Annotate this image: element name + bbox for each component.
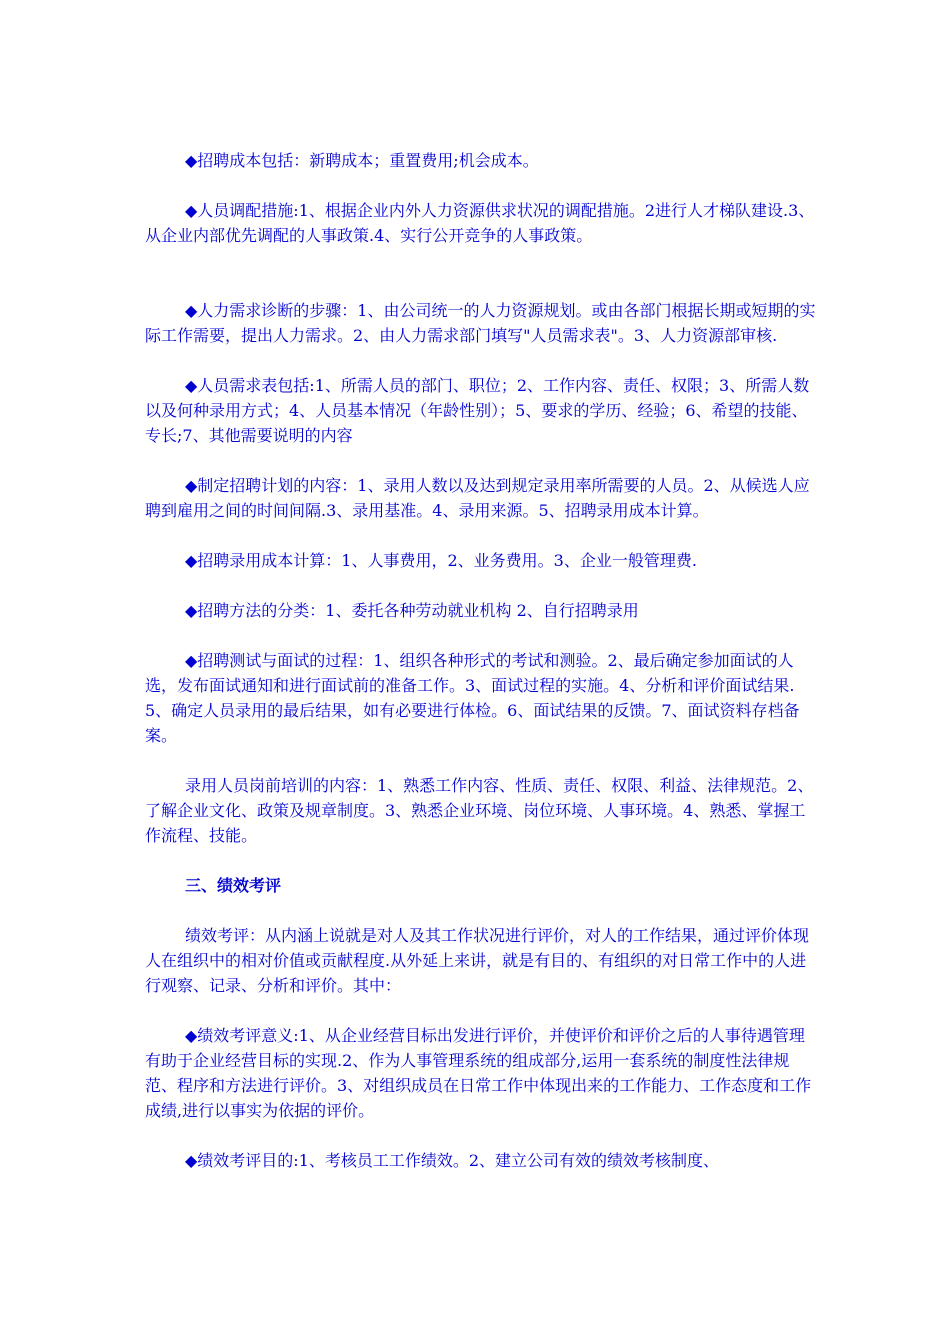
paragraph-staff-allocation: ◆人员调配措施:1、根据企业内外人力资源供求状况的调配措施。2进行人才梯队建设.3、从企业内部优先调配的人事政策.4、实行公开竞争的人事政策。 (145, 201, 815, 245)
paragraph-recruitment-methods: ◆招聘方法的分类：1、委托各种劳动就业机构 2、自行招聘录用 (185, 601, 639, 620)
paragraph-hiring-cost: ◆招聘录用成本计算：1、人事费用，2、业务费用。3、企业一般管理费. (185, 551, 697, 570)
paragraph-interview-process: ◆招聘测试与面试的过程：1、组织各种形式的考试和测验。2、最后确定参加面试的人选，发布面试通知和进行面试前的准备工作。3、面试过程的实施。4、分析和评价面试结果.5、确定人员录用的最后结果，如有必要进行体检。6、面试结果的反馈。7、面试资料存档备案。 (145, 651, 800, 745)
paragraph-demand-form: ◆人员需求表包括:1、所需人员的部门、职位；2、工作内容、责任、权限；3、所需人数以及何种录用方式；4、人员基本情况（年龄性别）；5、要求的学历、经验；6、希望的技能、专长;7、其他需要说明的内容 (145, 376, 810, 445)
paragraph-performance-purpose: ◆绩效考评目的:1、考核员工工作绩效。2、建立公司有效的绩效考核制度、 (185, 1151, 720, 1170)
paragraph-recruitment-cost: ◆招聘成本包括：新聘成本；重置费用;机会成本。 (185, 151, 539, 170)
paragraph-performance-definition: 绩效考评：从内涵上说就是对人及其工作状况进行评价，对人的工作结果，通过评价体现人在组织中的相对价值或贡献程度.从外延上来讲，就是有目的、有组织的对日常工作中的人进行观察、记录、分析和评价。其中： (145, 926, 810, 995)
document-body (145, 148, 817, 1173)
section-heading: 三、绩效考评 (185, 876, 282, 895)
paragraph-demand-diagnosis: ◆人力需求诊断的步骤：1、由公司统一的人力资源规划。或由各部门根据长期或短期的实际工作需要，提出人力需求。2、由人力需求部门填写"人员需求表"。3、人力资源部审核. (145, 301, 816, 345)
paragraph-recruitment-plan: ◆制定招聘计划的内容：1、录用人数以及达到规定录用率所需要的人员。2、从候选人应聘到雇用之间的时间间隔.3、录用基准。4、录用来源。5、招聘录用成本计算。 (145, 476, 810, 520)
paragraph-performance-significance: ◆绩效考评意义:1、从企业经营目标出发进行评价，并使评价和评价之后的人事待遇管理有助于企业经营目标的实现.2、作为人事管理系统的组成部分,运用一套系统的制度性法律规范、程序和方法进行评价。3、对组织成员在日常工作中体现出来的工作能力、工作态度和工作成绩,进行以事实为依据的评价。 (145, 1026, 812, 1120)
paragraph-orientation-training: 录用人员岗前培训的内容：1、熟悉工作内容、性质、责任、权限、利益、法律规范。2、了解企业文化、政策及规章制度。3、熟悉企业环境、岗位环境、人事环境。4、熟悉、掌握工作流程、技能。 (145, 776, 814, 845)
